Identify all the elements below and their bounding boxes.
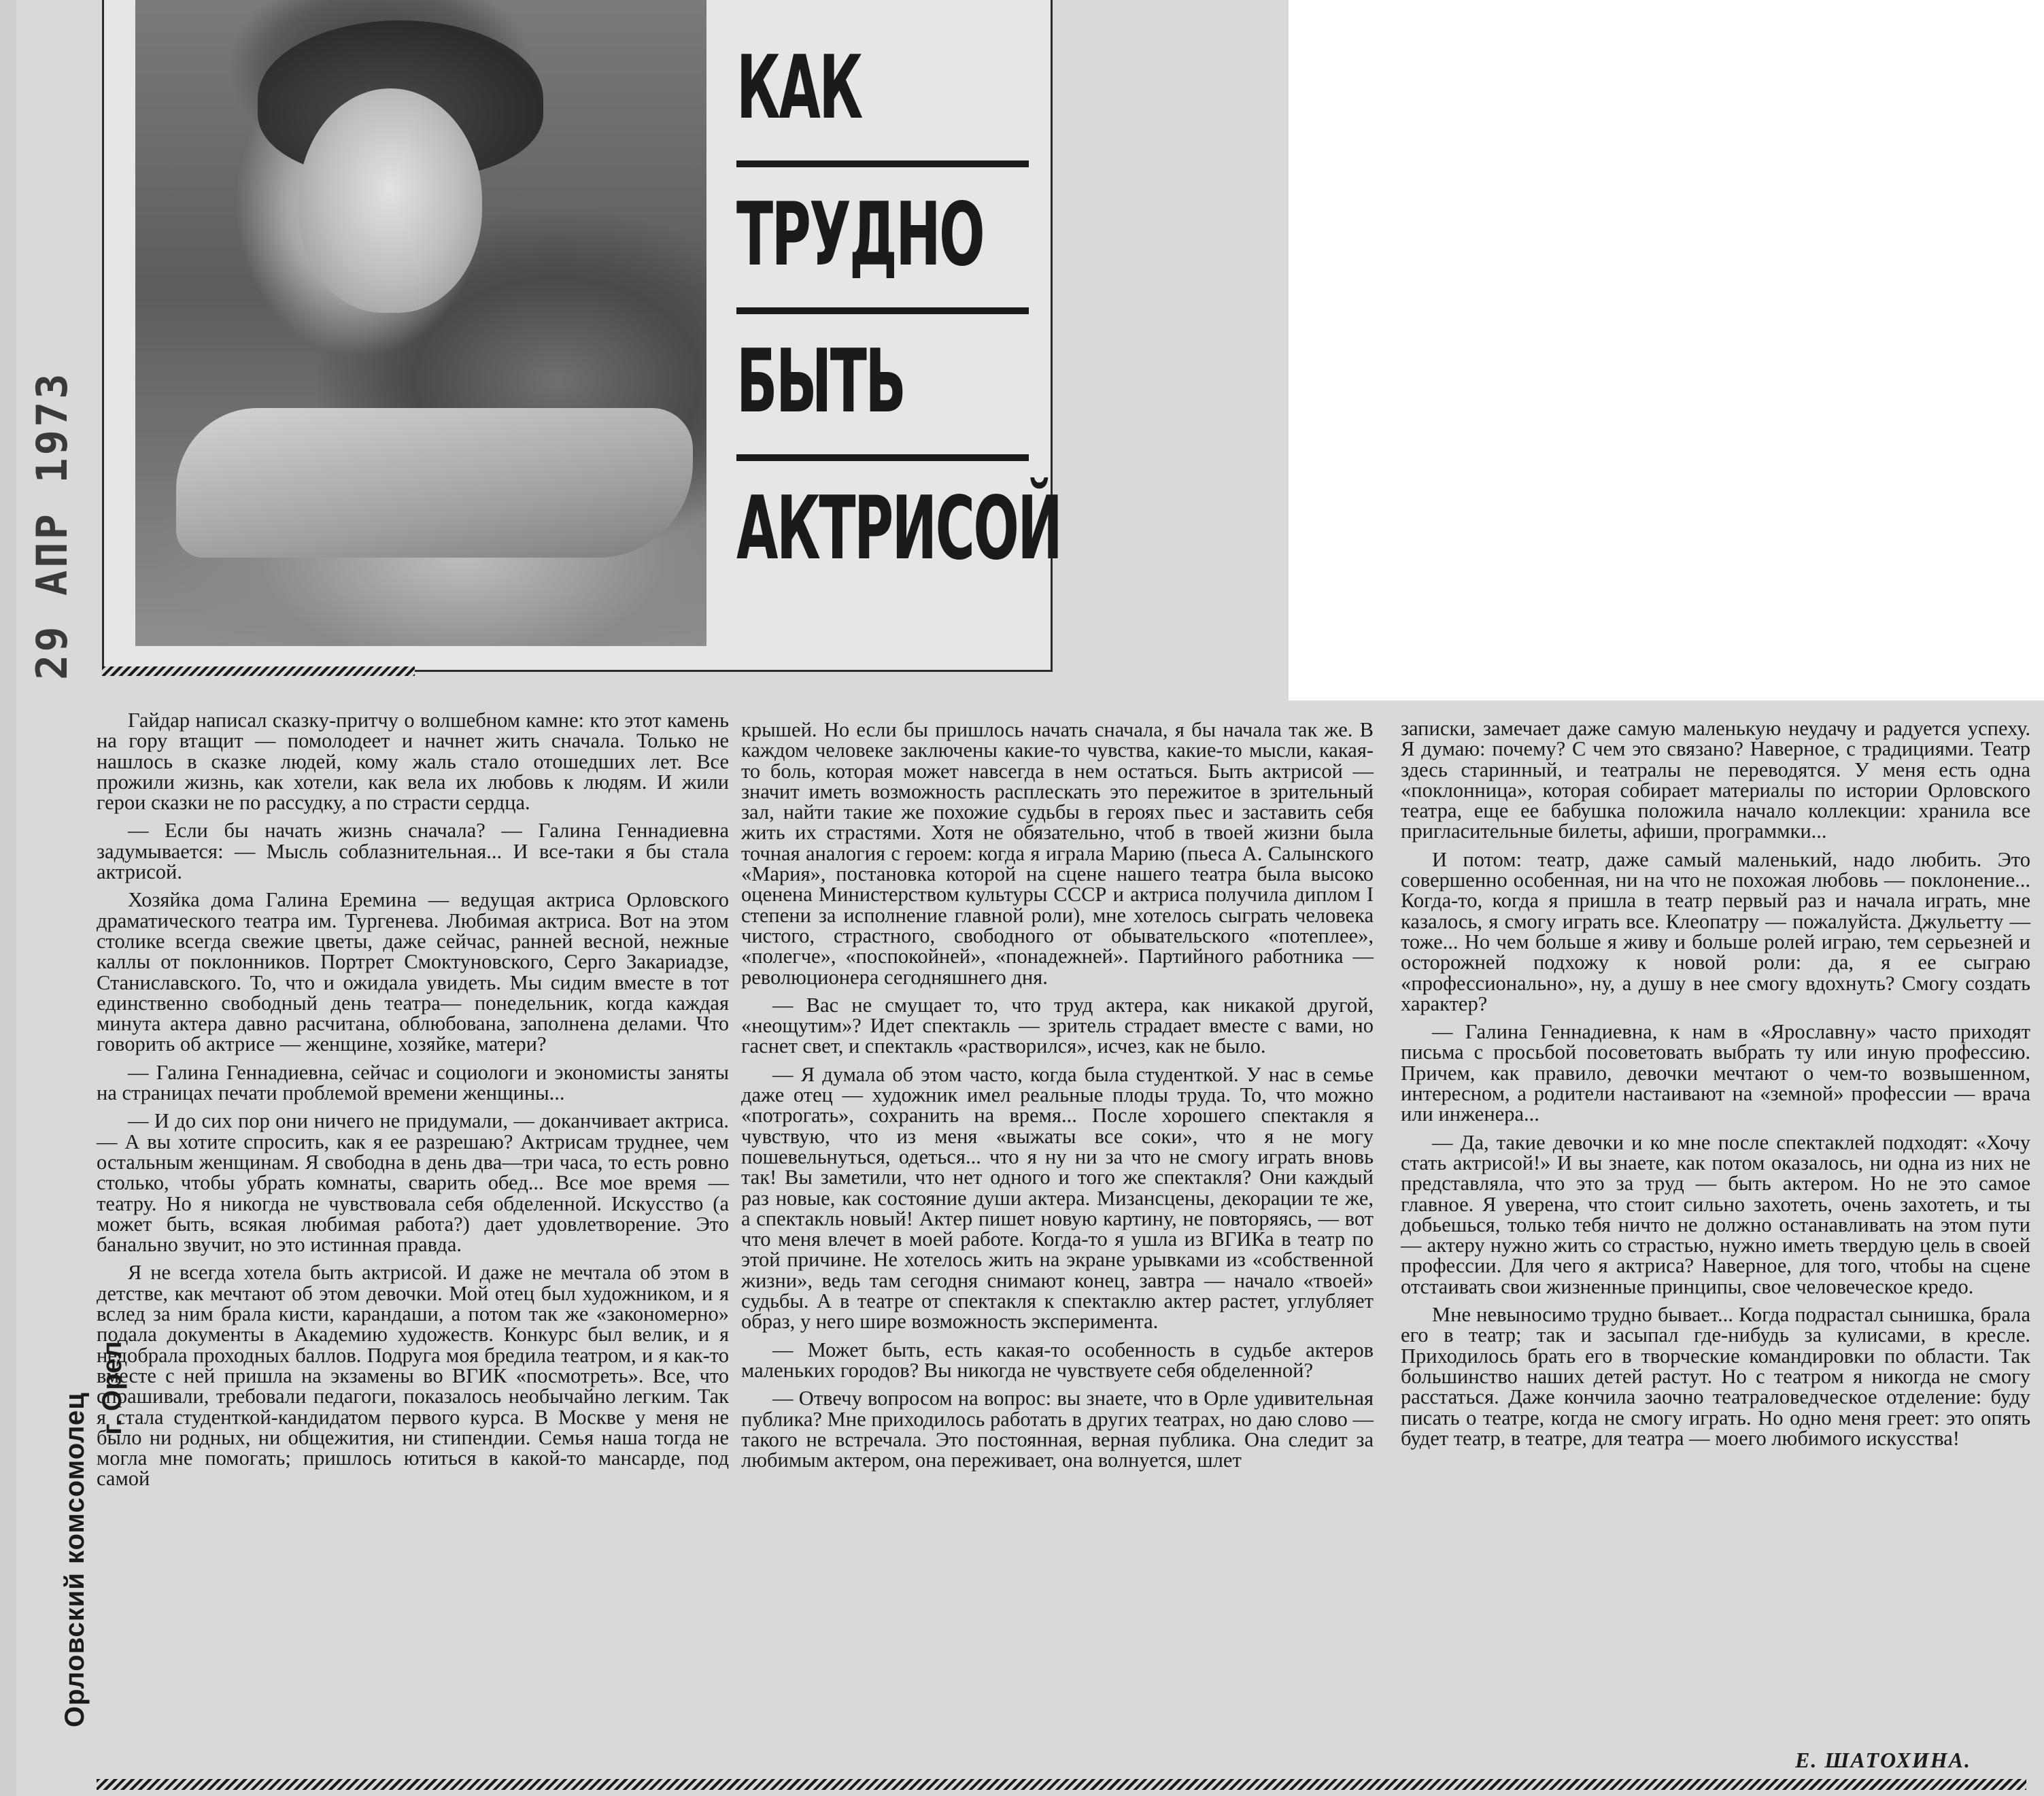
source-title: Орловский комсомолец bbox=[60, 1392, 90, 1727]
paragraph: крышей. Но если бы пришлось начать сначала, я бы начала так же. В каждом человеке заключены какие-то чувства, какие-то мысли, какая-то боль, которая может навсегда в нем остаться. Быть актрисой — значит иметь возможность расплескать это пережитое в зрительный зал, найти такие же похожие судьбы в героях пьес и заставить себя жить их страстями. Хотя не обязательно, чтоб в твоей жизни была точная аналогия с героем: когда я играла Марию (пьеса А. Салынского «Мария», постановка которой на сцене нашего театра была высоко оценена Министерством культуры СССР и актриса получила диплом I степени за исполнение главной роли), мне хотелось сыграть человека чистого, страстного, свободного от обывательского «потеплее», «полегче», «поспокойней», «понадежней». Партийного работника — революционера сегодняшнего дня. bbox=[741, 718, 1374, 989]
headline-divider bbox=[736, 160, 1029, 167]
headline bbox=[736, 37, 1061, 579]
header-block bbox=[102, 0, 1061, 672]
headline-word-4: АКТРИСОЙ bbox=[736, 478, 1061, 579]
paragraph: — Отвечу вопросом на вопрос: вы знаете, что в Орле удивительная публика? Мне приходилось работать в других театрах, но даю слово — такого не встречала. Это постоянная, верная публика. Она следит за любимым актером, она переживает, она волнуется, шлет bbox=[741, 1387, 1374, 1472]
paragraph: — Я думала об этом часто, когда была студенткой. У нас в семье даже отец — художник имел реальные плоды труда. То, что можно «потрогать», сохранить на время... После хорошего спектакля я чувствую, что из меня «выжаты все соки», что я не могу пошевельнуться, одеться... что я ну ни за что не смогу играть вновь так! Вы заметили, что нет одного и того же спектакля? Они каждый раз новые, как состояние души актера. Мизансцены, декорации те же, а спектакль новый! Актер пишет новую картину, не повторяясь, — вот что меня влечет в моей работе. Когда-то я ушла из ВГИКа в театр по этой причине. Не хотелось жить на экране урывками из «собственной жизни», ведь там сегодня снимают конец, завтра — начало «твоей» судьбы. А в театре от спектакля к спектаклю актер растет, углубляет образ, у него шире возможность эксперимента. bbox=[741, 1062, 1374, 1334]
paragraph: И потом: театр, даже самый маленький, надо любить. Это совершенно особенная, ни на что не похожая любовь — поклонение... Когда-то, когда я пришла в театр первый раз и начала играть, мне казалось, я смогу играть все. Клеопатру — пожалуйста. Джульетту — тоже... Но чем больше я живу и больше ролей играю, тем серьезней и осторожней подхожу к новой роли: да, я ее сыграю «профессионально», ну, а душу в нее смогу вдохнуть? Смогу создать характер? bbox=[1401, 847, 2030, 1015]
paragraph: — Если бы начать жизнь сначала? — Галина Геннадиевна задумывается: — Мысль соблазнительная... И все-таки я бы стала актрисой. bbox=[97, 819, 729, 884]
paragraph: Мне невыносимо трудно бывает... Когда подрастал сынишка, брала его в театр; так и засыпал где-нибудь за кулисами, в кресле. Приходилось брать его в творческие командировки по области. Так большинство наших детей растут. Но с театром я никогда не смогу расстаться. Даже кончила заочно театраловедческое отделение: буду писать о театре, когда не смогу играть. Но одно меня греет: это опять будет театр, в театре, для театра — моего любимого искусства! bbox=[1401, 1303, 2030, 1450]
paragraph: Я не всегда хотела быть актрисой. И даже не мечтала об этом в детстве, как мечтают об этом девочки. Мой отец был художником, и я вслед за ним брала кисти, карандаши, а потом так же «закономерно» подала документы в Академию художеств. Конкурс был велик, и я недобрала проходных баллов. Подруга моя бредила театром, и я как-то вместе с ней пришла на экзамены во ВГИК «посмотреть». Все, что спрашивали, требовали педагоги, показалось необычайно легким. Так я стала студенткой-кандидатом первого курса. В Москве у меня не было ни родных, ни общежития, ни стипендии. Семья наша тогда не могла мне помогать; пришлось ютиться в какой-то мансарде, под самой bbox=[97, 1261, 729, 1491]
article-column-3 bbox=[1401, 718, 2030, 1456]
article-column-1 bbox=[97, 710, 729, 1497]
paragraph: — Галина Геннадиевна, сейчас и социологи и экономисты заняты на страницах печати проблемой времени женщины... bbox=[97, 1060, 729, 1105]
paragraph: — И до сих пор они ничего не придумали, — доканчивает актриса. — А вы хотите спросить, как я ее разрешаю? Актрисам труднее, чем остальным женщинам. Я свободна в день два—три часа, то есть ровно столько, чтобы убрать комнаты, сварить обед... Все мое время — театру. Но я никогда не чувствовала себя обделенной. Искусство (а может быть, всякая любимая работа?) дает удовлетворение. Это банально звучит, но это истинная правда. bbox=[97, 1109, 729, 1257]
source-city: г. Орел bbox=[97, 1340, 127, 1435]
headline-divider bbox=[736, 307, 1029, 314]
paragraph: — Вас не смущает то, что труд актера, как никакой другой, «неощутим»? Идет спектакль — зритель страдает вместе с вами, но гаснет свет, и спектакль «растворился», исчез, как не было. bbox=[741, 993, 1374, 1058]
headline-word-1: КАК bbox=[736, 37, 862, 139]
scan-edge bbox=[0, 0, 16, 1796]
headline-word-3: БЫТЬ bbox=[736, 331, 905, 433]
article-column-2 bbox=[741, 719, 1374, 1478]
paragraph: Хозяйка дома Галина Еремина — ведущая актриса Орловского драматического театра им. Тургенева. Любимая актриса. Вот на этом столике всегда свежие цветы, даже сейчас, ранней весной, нежные каллы от поклонников. Портрет Смоктуновского, Серго Закариадзе, Станиславского. То, что и ожидала увидеть. Мы сидим вместе в тот единственно свободный день театра— понедельник, когда каждая минута актера давно расчитана, облюбована, заполнена делами. Что говорить об актрисе — женщине, хозяйке, матери? bbox=[97, 888, 729, 1056]
hatched-bottom-rule bbox=[97, 1779, 2026, 1790]
date-stamp: 29 АПР 1973 bbox=[27, 371, 77, 680]
paragraph: — Да, такие девочки и ко мне после спектаклей подходят: «Хочу стать актрисой!» И вы знаете, как потом оказалось, ни одна из них не представляла, что это за труд — быть актером. Но не это самое главное. Я уверена, что стоит сильно захотеть, очень захотеть, и ты добьешься, только тебя ничто не должно останавливать на этом пути — актеру нужно жить со страстью, нужно иметь твердую цель в своей профессии. Для чего я актриса? Наверное, для того, чтобы на сцене отстаивать свои жизненные принципы, свое человеческое кредо. bbox=[1401, 1130, 2030, 1298]
headline-divider bbox=[736, 454, 1029, 461]
hatched-rule bbox=[102, 666, 415, 676]
blank-background bbox=[1289, 0, 2044, 700]
actress-photo bbox=[135, 0, 706, 646]
author-signature: Е. ШАТОХИНА. bbox=[1795, 1748, 1972, 1772]
headline-word-2: ТРУДНО bbox=[736, 184, 984, 286]
photo-face-shape bbox=[299, 88, 482, 313]
paragraph: — Может быть, есть какая-то особенность в судьбе актеров маленьких городов? Вы никогда не чувствуете себя обделенной? bbox=[741, 1338, 1374, 1382]
paragraph: Гайдар написал сказку-притчу о волшебном камне: кто этот камень на гору втащит — помолодеет и начнет жить сначала. Только не нашлось в сказке людей, кому жаль стало отошедших лет. Все прожили жизнь, как хотели, как вела их любовь к людям. И жили герои сказки не по рассудку, а по страсти сердца. bbox=[97, 709, 729, 815]
paragraph: записки, замечает даже самую маленькую неудачу и радуется успеху. Я думаю: почему? С чем это связано? Наверное, с традициями. Театр здесь старинный, и театралы не переводятся. У меня есть одна «поклонница», которая собирает материалы по истории Орловского театра, еще ее бабушка положила начало коллекции: хранила все пригласительные билеты, афиши, программки... bbox=[1401, 717, 2030, 843]
photo-arm-shape bbox=[176, 408, 693, 558]
paragraph: — Галина Геннадиевна, к нам в «Ярославну» часто приходят письма с просьбой посоветовать выбрать ту или иную профессию. Причем, как правило, девочки мечтают о чем-то возвышенном, интересном, а родители настаивают на «земной» профессии — врача или инженера... bbox=[1401, 1020, 2030, 1126]
